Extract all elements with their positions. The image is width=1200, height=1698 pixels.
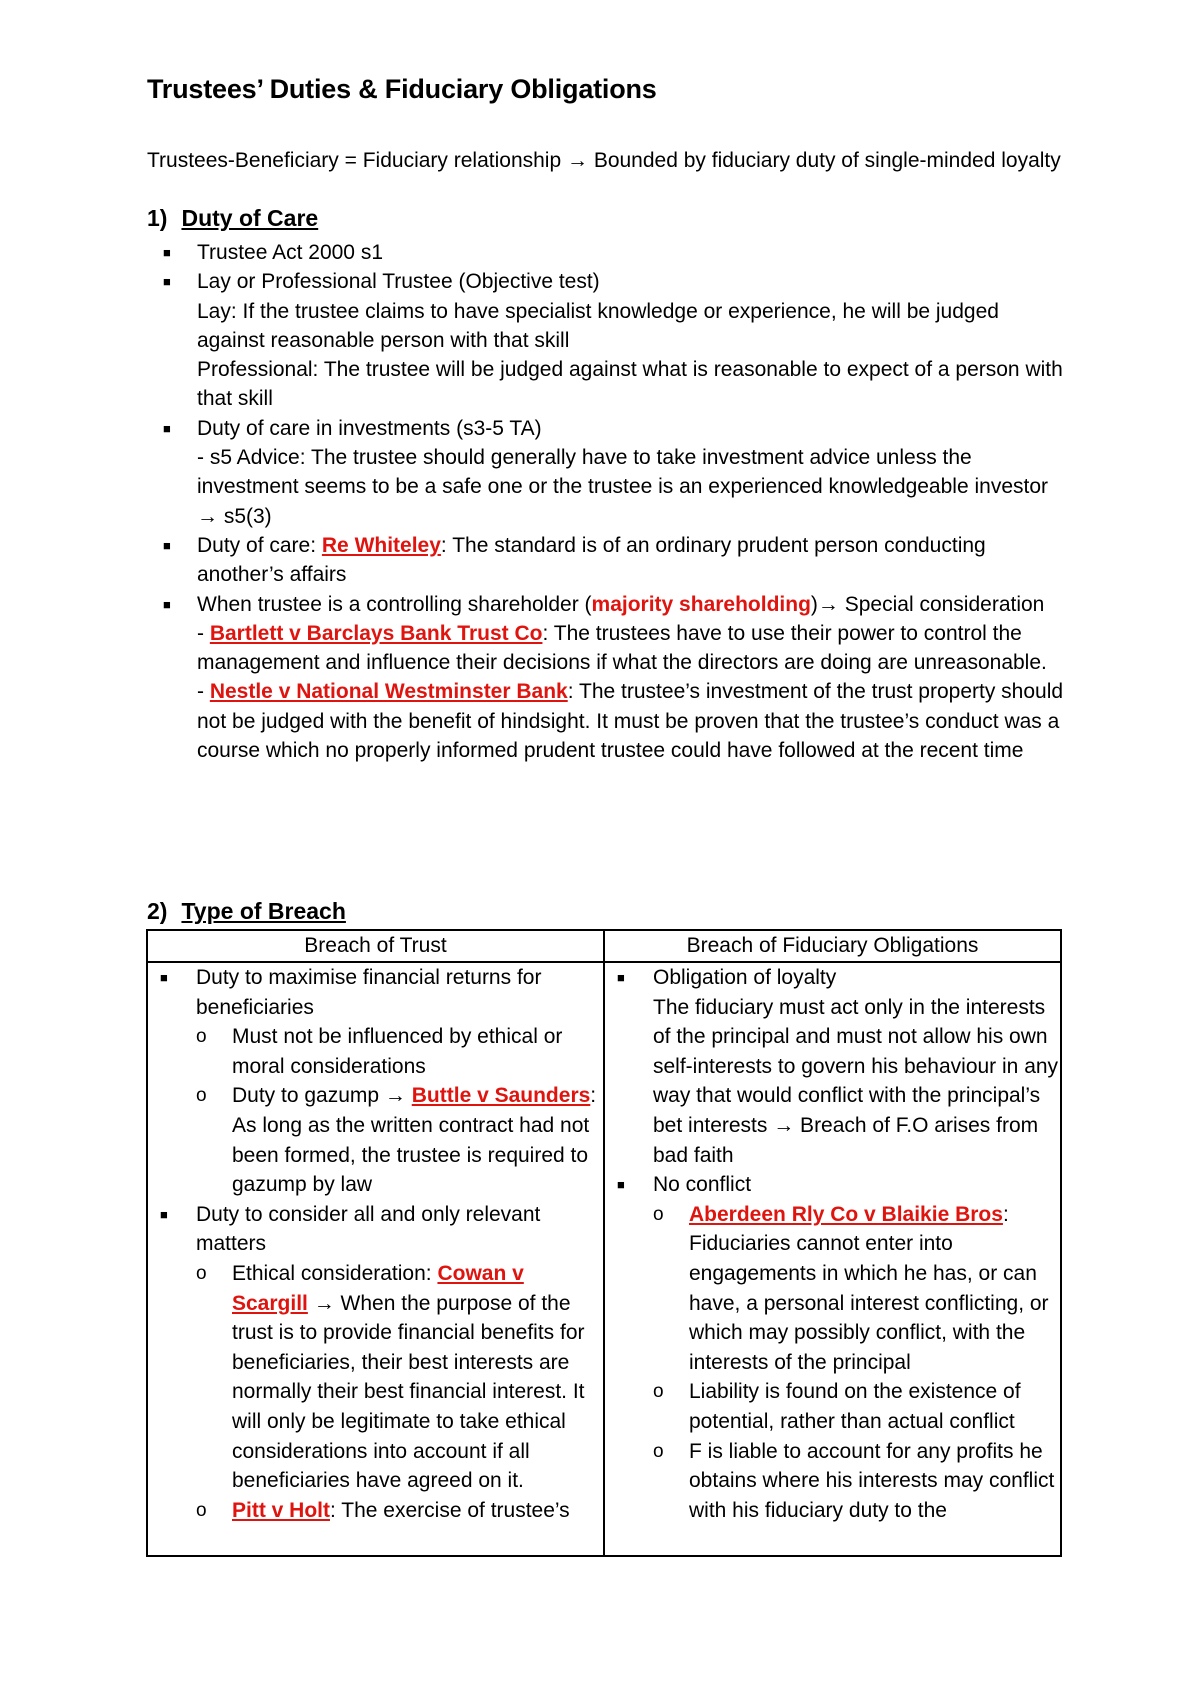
list-item: [148, 1081, 603, 1199]
item-text: F is liable to account for any profits he obtains where his interests may conflict with his fiduciary duty to the: [689, 1439, 1055, 1522]
item-text: When trustee is a controlling shareholder (: [197, 592, 592, 616]
list-item: [147, 414, 1067, 531]
list-item: [148, 1022, 603, 1081]
circle-bullet-icon: o: [653, 1440, 664, 1462]
square-bullet-icon: ■: [163, 537, 171, 553]
section-2-number: 2): [147, 898, 168, 924]
case-link-bartlett: Bartlett v Barclays Bank Trust Co: [209, 621, 543, 645]
list-item: [148, 1259, 603, 1496]
breach-table: [146, 929, 1062, 1557]
item-text: → When the purpose of the trust is to provide financial benefits for beneficiaries, their best interests are normally their best financial interest. It will only be legitimate to take ethical considerations into account if all beneficiaries have agreed on it.: [232, 1291, 585, 1493]
circle-bullet-icon: o: [196, 1085, 207, 1107]
case-link-buttle: Buttle v Saunders: [411, 1084, 591, 1108]
case-link-aberdeen: Aberdeen Rly Co v Blaikie Bros: [689, 1202, 1003, 1226]
intro-paragraph: Trustees-Beneficiary = Fiduciary relationship → Bounded by fiduciary duty of single-minded loyalty: [147, 149, 1061, 172]
item-text: Must not be influenced by ethical or moral considerations: [232, 1025, 563, 1078]
item-text: Duty of care in investments (s3-5 TA): [197, 416, 542, 440]
list-item: [147, 531, 1067, 590]
item-text: No conflict: [653, 1173, 752, 1197]
list-item: [605, 1170, 1060, 1200]
square-bullet-icon: ■: [163, 596, 171, 612]
list-item: [605, 963, 1060, 1170]
list-item: [605, 1377, 1060, 1436]
section-1-heading: [147, 205, 318, 232]
list-item: [148, 1200, 603, 1259]
square-bullet-icon: ■: [163, 274, 171, 290]
item-text: : The standard is of an ordinary prudent person conducting another’s affairs: [197, 533, 986, 587]
case-link-re-whiteley: Re Whiteley: [321, 533, 441, 557]
case-link-cowan: Cowan v Scargill: [232, 1261, 524, 1315]
list-item: [148, 963, 603, 1022]
investment-advice-text: - s5 Advice: The trustee should generally have to take investment advice unless the investment seems to be a safe one or the trustee is an experienced knowledgeable investor → s5(3): [197, 446, 1049, 528]
item-text: Liability is found on the existence of potential, rather than actual conflict: [689, 1380, 1021, 1433]
breach-of-fiduciary-cell: [604, 962, 1061, 1556]
section-2-heading: [147, 898, 346, 925]
item-text: Duty of care:: [197, 533, 322, 557]
circle-bullet-icon: o: [196, 1026, 207, 1048]
list-item: [148, 1496, 603, 1526]
case-link-pitt: Pitt v Holt: [232, 1498, 330, 1522]
item-text: Duty to maximise financial returns for beneficiaries: [196, 966, 542, 1019]
column-header-breach-of-fiduciary: Breach of Fiduciary Obligations: [604, 930, 1061, 962]
square-bullet-icon: ■: [617, 970, 625, 985]
lay-trustee-text: Lay: If the trustee claims to have specialist knowledge or experience, he will be judged against reasonable person with that skill: [197, 299, 999, 352]
circle-bullet-icon: o: [196, 1499, 207, 1521]
section-1-number: 1): [147, 205, 168, 231]
section-2-title: Type of Breach: [181, 898, 346, 924]
circle-bullet-icon: o: [196, 1262, 207, 1284]
item-text: : The trustee’s investment of the trust property should not be judged with the benefit of hindsight. It must be proven that the trustee’s conduct was a course which no properly informed prudent trustee could have followed at the recent time: [197, 680, 1064, 763]
column-header-breach-of-trust: Breach of Trust: [147, 930, 604, 962]
item-text: Duty to gazump →: [232, 1084, 412, 1108]
item-text: )→ Special consideration: [810, 592, 1045, 616]
majority-shareholding-highlight: majority shareholding: [591, 592, 811, 616]
circle-bullet-icon: o: [653, 1203, 664, 1225]
list-item: [147, 590, 1067, 766]
list-item: [605, 1437, 1060, 1526]
square-bullet-icon: ■: [163, 245, 171, 260]
item-text: Lay or Professional Trustee (Objective test): [197, 270, 600, 294]
professional-trustee-text: Professional: The trustee will be judged against what is reasonable to expect of a person with that skill: [197, 358, 1063, 411]
item-text: : The exercise of trustee’s: [330, 1498, 570, 1522]
loyalty-text: The fiduciary must act only in the interests of the principal and must not allow his own self-interests to govern his behaviour in any way that would conflict with the principal’s bet interests → Breach of F.O arises from bad faith: [653, 995, 1059, 1167]
list-item: [147, 238, 1067, 267]
list-item: [147, 267, 1067, 413]
square-bullet-icon: ■: [160, 1206, 168, 1222]
item-text: Duty to consider all and only relevant matters: [196, 1202, 541, 1256]
item-text: Ethical consideration:: [232, 1261, 438, 1285]
dash: -: [197, 680, 210, 704]
square-bullet-icon: ■: [163, 420, 171, 436]
square-bullet-icon: ■: [160, 970, 168, 985]
item-text: Trustee Act 2000 s1: [197, 241, 383, 264]
item-text: : Fiduciaries cannot enter into engagements in which he has, or can have, a personal interest conflicting, or which may possibly conflict, with the interests of the principal: [689, 1202, 1049, 1374]
item-text: Obligation of loyalty: [653, 966, 837, 989]
square-bullet-icon: ■: [617, 1177, 625, 1193]
page-title: Trustees’ Duties & Fiduciary Obligations: [147, 74, 657, 104]
item-text: : As long as the written contract had not been formed, the trustee is required to gazump by law: [232, 1084, 597, 1197]
dash: -: [197, 621, 210, 645]
circle-bullet-icon: o: [653, 1381, 664, 1403]
list-item: [605, 1200, 1060, 1378]
breach-of-trust-cell: [147, 962, 604, 1556]
case-link-nestle: Nestle v National Westminster Bank: [209, 680, 568, 704]
section-1-title: Duty of Care: [181, 205, 319, 231]
duty-of-care-list: [147, 238, 1067, 765]
item-text: : The trustees have to use their power to control the management and influence their decisions if what the directors are doing are unreasonable.: [197, 621, 1047, 675]
